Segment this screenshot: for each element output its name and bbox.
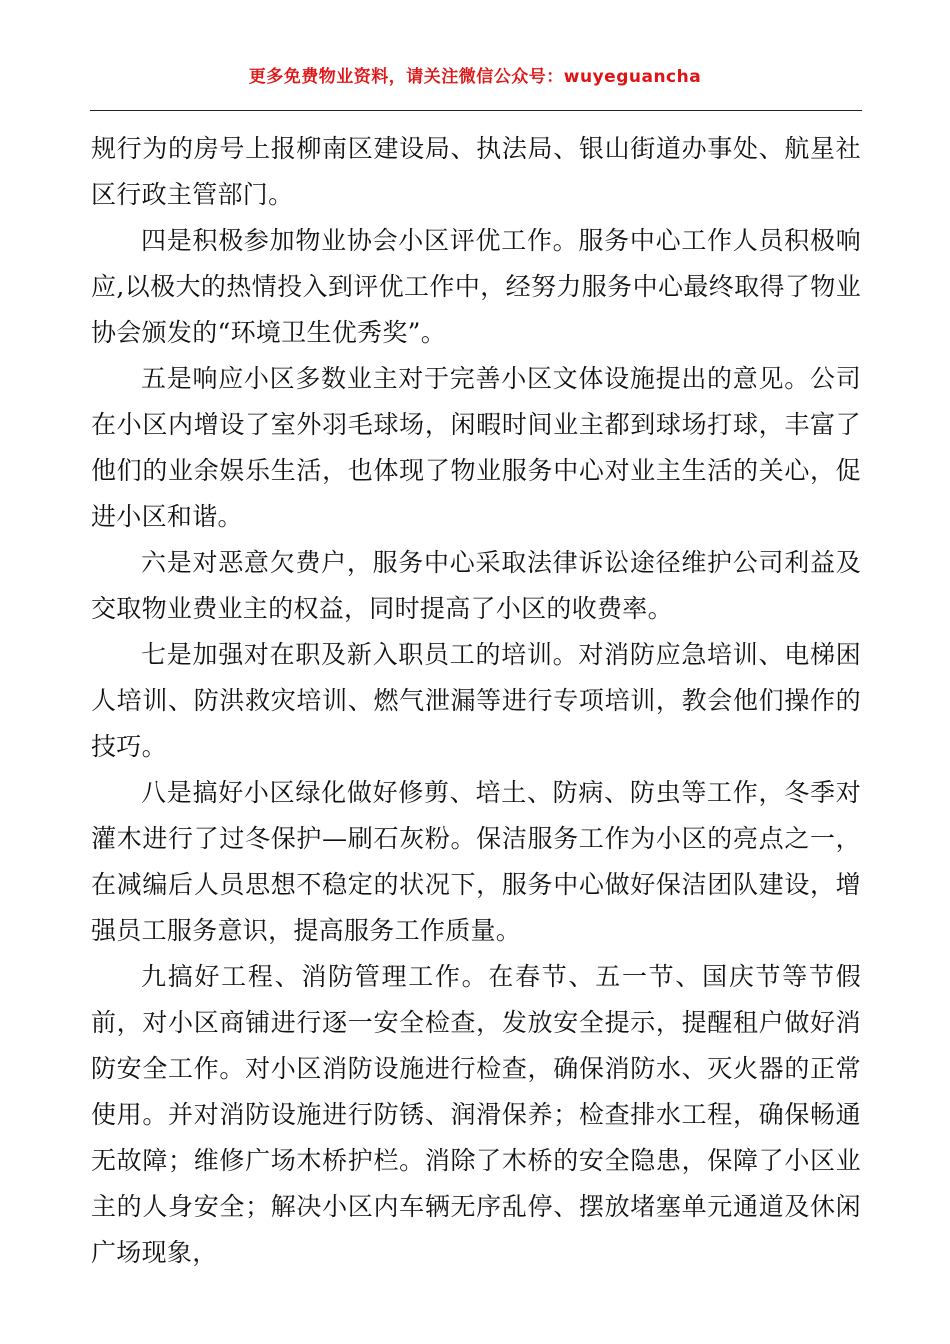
page-header-banner: 更多免费物业资料，请关注微信公众号：wuyeguancha (248, 67, 702, 87)
paragraph-item-8: 八是搞好小区绿化做好修剪、培土、防病、防虫等工作，冬季对灌木进行了过冬保护—刷石灰粉。保洁服务工作为小区的亮点之一，在减编后人员思想不稳定的状况下，服务中心做好保洁团队建设，增强员工服务意识，提高服务工作质量。 (91, 778, 861, 945)
paragraph-item-6: 六是对恶意欠费户，服务中心采取法律诉讼途径维护公司利益及交取物业费业主的权益，同时提高了小区的收费率。 (91, 548, 861, 623)
paragraph-item-7: 七是加强对在职及新入职员工的培训。对消防应急培训、电梯困人培训、防洪救灾培训、燃气泄漏等进行专项培训，教会他们操作的技巧。 (91, 640, 861, 761)
paragraph-item-4: 四是积极参加物业协会小区评优工作。服务中心工作人员积极响应,以极大的热情投入到评优工作中，经努力服务中心最终取得了物业协会颁发的“环境卫生优秀奖”。 (91, 226, 861, 347)
header-divider (90, 110, 862, 111)
paragraph-continued: 规行为的房号上报柳南区建设局、执法局、银山街道办事处、航星社区行政主管部门。 (91, 134, 861, 209)
paragraph-item-9: 九搞好工程、消防管理工作。在春节、五一节、国庆节等节假前，对小区商铺进行逐一安全检查，发放安全提示，提醒租户做好消防安全工作。对小区消防设施进行检查，确保消防水、灭火器的正常使用。并对消防设施进行防锈、润滑保养；检查排水工程，确保畅通无故障；维修广场木桥护栏。消除了木桥的安全隐患，保障了小区业主的人身安全；解决小区内车辆无序乱停、摆放堵塞单元通道及休闲广场现象， (91, 962, 861, 1267)
paragraph-item-5: 五是响应小区多数业主对于完善小区文体设施提出的意见。公司在小区内增设了室外羽毛球场，闲暇时间业主都到球场打球，丰富了他们的业余娱乐生活，也体现了物业服务中心对业主生活的关心，促进小区和谐。 (91, 364, 861, 531)
document-body (91, 126, 861, 1276)
